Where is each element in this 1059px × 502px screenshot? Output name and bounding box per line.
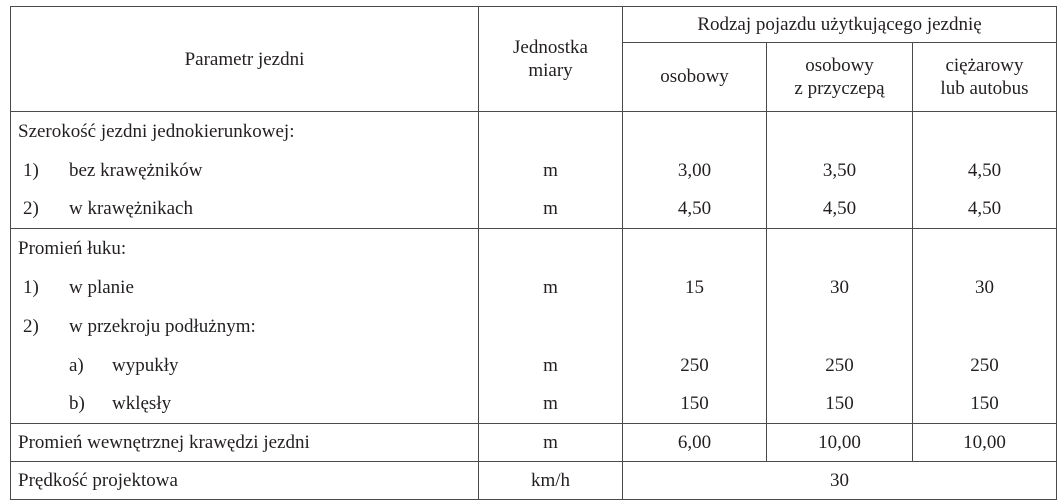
unit-cell: km/h <box>479 462 623 500</box>
value-cell: 15 <box>623 268 767 307</box>
value-cell: 150 <box>767 385 913 424</box>
header-col3-line2: lub autobus <box>940 77 1029 99</box>
value-cell: 4,50 <box>913 190 1057 229</box>
header-vehicle-group-label: Rodzaj pojazdu użytkującego jezdnię <box>697 13 982 35</box>
value-cell: 30 <box>767 268 913 307</box>
unit-cell: m <box>479 151 623 190</box>
row-label: wypukły <box>112 354 179 376</box>
width-section-title: Szerokość jezdni jednokierunkowej: <box>11 112 479 151</box>
inner-radius-label: Promień wewnętrznej krawędzi jezdni <box>11 424 479 462</box>
header-col-truck-bus <box>913 42 1057 111</box>
value-cell: 4,50 <box>913 151 1057 190</box>
table-row <box>11 385 1057 424</box>
value-cell: 150 <box>623 385 767 424</box>
unit-cell: m <box>479 346 623 385</box>
header-col3-line1: ciężarowy <box>945 54 1024 76</box>
row-number: 1) <box>23 159 39 181</box>
value-cell: 30 <box>913 268 1057 307</box>
row-label: w przekroju podłużnym: <box>69 315 256 337</box>
header-col-passenger-trailer <box>767 42 913 111</box>
header-col2-line2: z przyczepą <box>794 77 885 99</box>
table-row <box>11 151 1057 190</box>
header-vehicle-group <box>623 7 1057 43</box>
row-number: 1) <box>23 276 39 298</box>
value-cell: 150 <box>913 385 1057 424</box>
value-cell: 4,50 <box>767 190 913 229</box>
header-unit-line2: miary <box>528 60 573 81</box>
row-subnumber: a) <box>69 354 84 376</box>
unit-cell: m <box>479 385 623 424</box>
unit-cell: m <box>479 190 623 229</box>
value-cell: 3,00 <box>623 151 767 190</box>
row-label: bez krawężników <box>69 159 203 181</box>
value-cell: 250 <box>913 346 1057 385</box>
row-label: wklęsły <box>112 393 172 415</box>
header-param-label: Parametr jezdni <box>184 48 305 70</box>
row-label: w krawężnikach <box>69 198 193 220</box>
table-row <box>11 346 1057 385</box>
unit-cell: m <box>479 268 623 307</box>
header-unit <box>479 7 623 112</box>
value-cell: 250 <box>767 346 913 385</box>
value-cell: 6,00 <box>623 424 767 462</box>
row-subnumber: b) <box>69 393 85 415</box>
table-row <box>11 229 1057 268</box>
value-cell: 10,00 <box>913 424 1057 462</box>
unit-cell: m <box>479 424 623 462</box>
row-label: w planie <box>69 276 134 298</box>
table-row <box>11 424 1057 462</box>
table-row <box>11 268 1057 307</box>
header-param <box>11 7 479 112</box>
table-row <box>11 307 1057 346</box>
header-col-passenger <box>623 42 767 111</box>
radius-section-title: Promień łuku: <box>11 229 479 268</box>
design-speed-label: Prędkość projektowa <box>11 462 479 500</box>
road-parameters-table <box>10 6 1057 500</box>
value-cell: 4,50 <box>623 190 767 229</box>
design-speed-value: 30 <box>623 462 1057 500</box>
table-row <box>11 190 1057 229</box>
table-row <box>11 462 1057 500</box>
value-cell: 250 <box>623 346 767 385</box>
header-col2-line1: osobowy <box>805 54 874 76</box>
header-col1-label: osobowy <box>660 66 729 88</box>
value-cell: 3,50 <box>767 151 913 190</box>
row-number: 2) <box>23 198 39 220</box>
header-unit-line1: Jednostka <box>513 37 588 58</box>
row-number: 2) <box>23 315 39 337</box>
table-row <box>11 112 1057 151</box>
value-cell: 10,00 <box>767 424 913 462</box>
